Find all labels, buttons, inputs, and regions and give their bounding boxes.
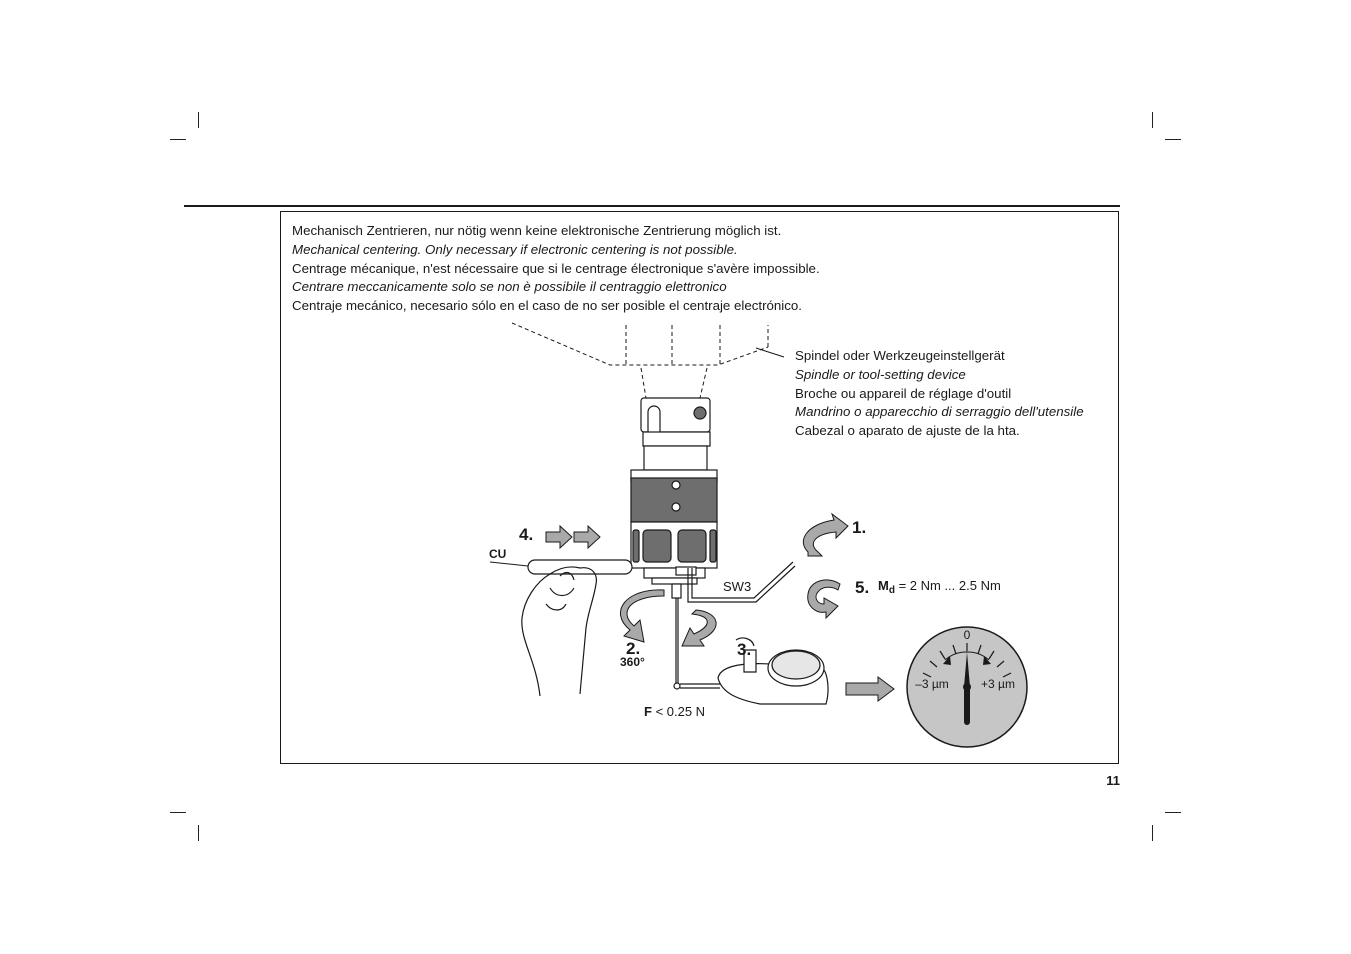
page-number: 11 [1106, 773, 1120, 788]
spindle-label-fr: Broche ou appareil de réglage d'outil [795, 385, 1012, 401]
spindle-label-it: Mandrino o apparecchio di serraggio dell'utensile [795, 404, 1084, 420]
spindle-outline [512, 323, 768, 398]
stylus [672, 584, 681, 689]
torque-symbol: M [878, 578, 889, 593]
spindle-label-de: Spindel oder Werkzeugeinstellgerät [795, 348, 1005, 363]
result-arrow [846, 677, 894, 701]
torque-value: = 2 Nm ... 2.5 Nm [894, 578, 1001, 593]
instruction-en: Mechanical centering. Only necessary if electronic centering is not possible. [292, 241, 738, 257]
instruction-es: Centraje mecánico, necesario sólo en el caso de no ser posible el centraje electrónico. [292, 298, 803, 314]
rotation-arrow-step1 [803, 514, 848, 556]
gauge-plus-label: +3 µm [981, 677, 1015, 691]
force-symbol: F [644, 704, 652, 719]
instruction-it: Centrare meccanicamente solo se non è possibile il centraggio elettronico [292, 279, 727, 295]
step-4-label: 4. [519, 525, 534, 544]
dial-indicator [680, 638, 828, 704]
push-arrows [546, 526, 600, 548]
gauge-pivot [963, 683, 971, 691]
cu-label: CU [489, 547, 507, 561]
force-value: < 0.25 N [651, 704, 706, 719]
step-5-label: 5. [855, 578, 870, 597]
instruction-fr: Centrage mécanique, n'est nécessaire que si le centrage électronique s'avère impossible. [292, 260, 820, 276]
step-2-label: 2. [626, 639, 641, 658]
step-3-label: 3. [737, 640, 752, 659]
torque-spec [878, 578, 1001, 596]
spindle-label-en: Spindle or tool-setting device [795, 366, 966, 382]
torque-subscript: d [888, 585, 895, 596]
hand-illustration [522, 567, 597, 696]
cu-rod [490, 560, 632, 574]
step-1-label: 1. [852, 518, 867, 537]
step-2-angle: 360° [620, 655, 645, 669]
spindle-leader-line [756, 348, 784, 357]
rotation-arrow-step5 [808, 580, 840, 618]
gauge-needle-tail [964, 687, 970, 725]
spindle-label-es: Cabezal o aparato de ajuste de la hta. [795, 423, 1020, 439]
force-spec [644, 704, 705, 719]
gauge [907, 627, 1027, 747]
gauge-zero-label: 0 [963, 628, 971, 642]
gauge-minus-label: –3 µm [915, 677, 949, 691]
instruction-de: Mechanisch Zentrieren, nur nötig wenn keine elektronische Zentrierung möglich ist. [292, 223, 782, 238]
probe-body [631, 398, 717, 584]
sw3-label: SW3 [723, 579, 752, 594]
